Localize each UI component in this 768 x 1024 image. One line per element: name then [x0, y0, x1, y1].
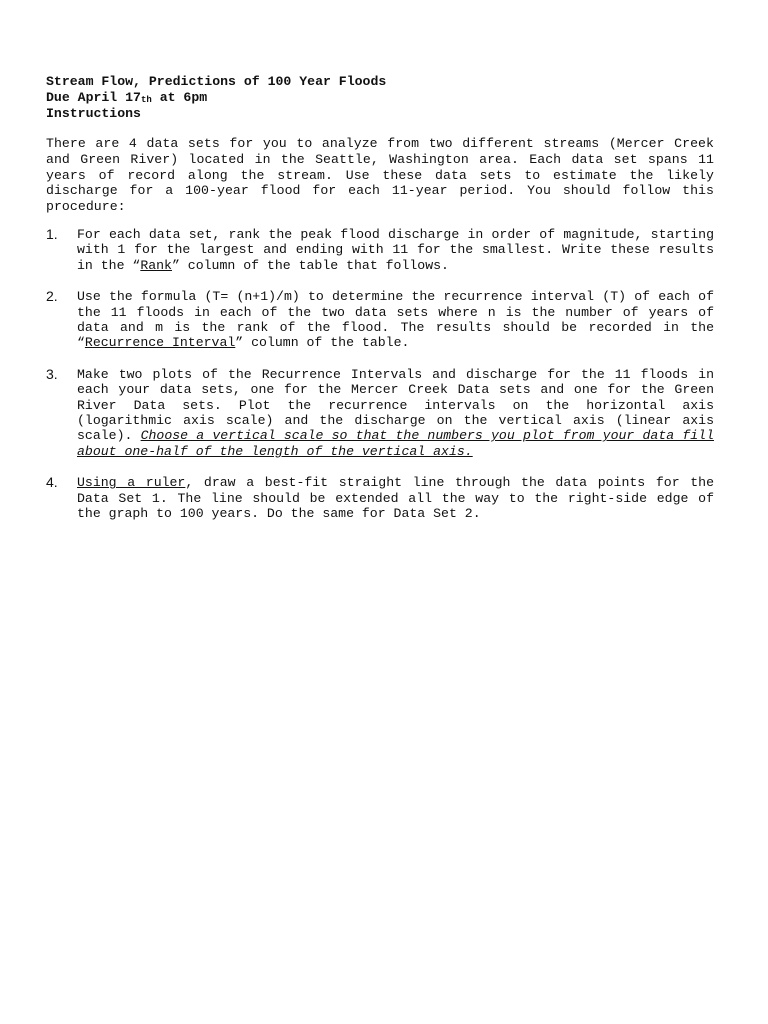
step-item — [46, 367, 714, 459]
section-heading: Instructions — [46, 106, 141, 121]
step-underlined-term: Recurrence Interval — [84, 335, 236, 351]
step-item — [46, 289, 714, 351]
step-underlined-term: Rank — [140, 257, 172, 273]
step-number: 2. — [46, 288, 58, 305]
step-number: 3. — [46, 365, 58, 382]
step-text-end: ” column of the table. — [235, 335, 410, 351]
step-text: Make two plots of the Recurrence Intervals and discharge for the 11 floods in each your data sets, one for the Mercer Creek Data sets and one for the Green River Data sets. Plot the recurrence intervals on the horizontal axis (logarithmic axis scale) and the discharge on the vertical axis (linear axis scale). — [77, 366, 714, 444]
step-number: 4. — [46, 474, 58, 491]
due-date-time: at 6pm — [151, 90, 208, 105]
due-date-text: Due April 17 — [46, 90, 141, 105]
due-date — [46, 90, 714, 106]
step-text: Use the formula (T= (n+1)/m) to determine the recurrence interval (T) of each of the 11 floods in each of the two data sets where n is the number of years of data and m is the rank of the flood. The results should be recorded in the “ — [77, 289, 714, 351]
due-date-superscript: th — [140, 95, 152, 105]
step-item — [46, 475, 714, 521]
procedure-list — [46, 227, 714, 522]
document-page — [46, 74, 714, 537]
step-text-end: ” column of the table that follows. — [171, 257, 449, 273]
step-item — [46, 227, 714, 273]
document-title: Stream Flow, Predictions of 100 Year Floods — [46, 74, 387, 89]
intro-paragraph: There are 4 data sets for you to analyze from two different streams (Mercer Creek and Green River) located in the Seattle, Washington area. Each data set spans 11 years of record along the stream. Use these data sets to estimate the likely discharge for a 100-year flood for each 11-year period. You should follow this procedure: — [46, 136, 714, 215]
step-text: For each data set, rank the peak flood discharge in order of magnitude, starting with 1 for the largest and ending with 11 for the smallest. Write these results in the “ — [77, 226, 714, 273]
step-text-end: , draw a best-fit straight line through the data points for the Data Set 1. The line should be extended all the way to the right-side edge of the graph to 100 years. Do the same for Data Set 2. — [77, 475, 714, 522]
step-underlined-term: Using a ruler — [77, 475, 186, 491]
step-emphasis-text: Choose a vertical scale so that the numbers you plot from your data fill about one-half of the length of the vertical axis. — [77, 428, 714, 459]
step-number: 1. — [46, 225, 58, 242]
